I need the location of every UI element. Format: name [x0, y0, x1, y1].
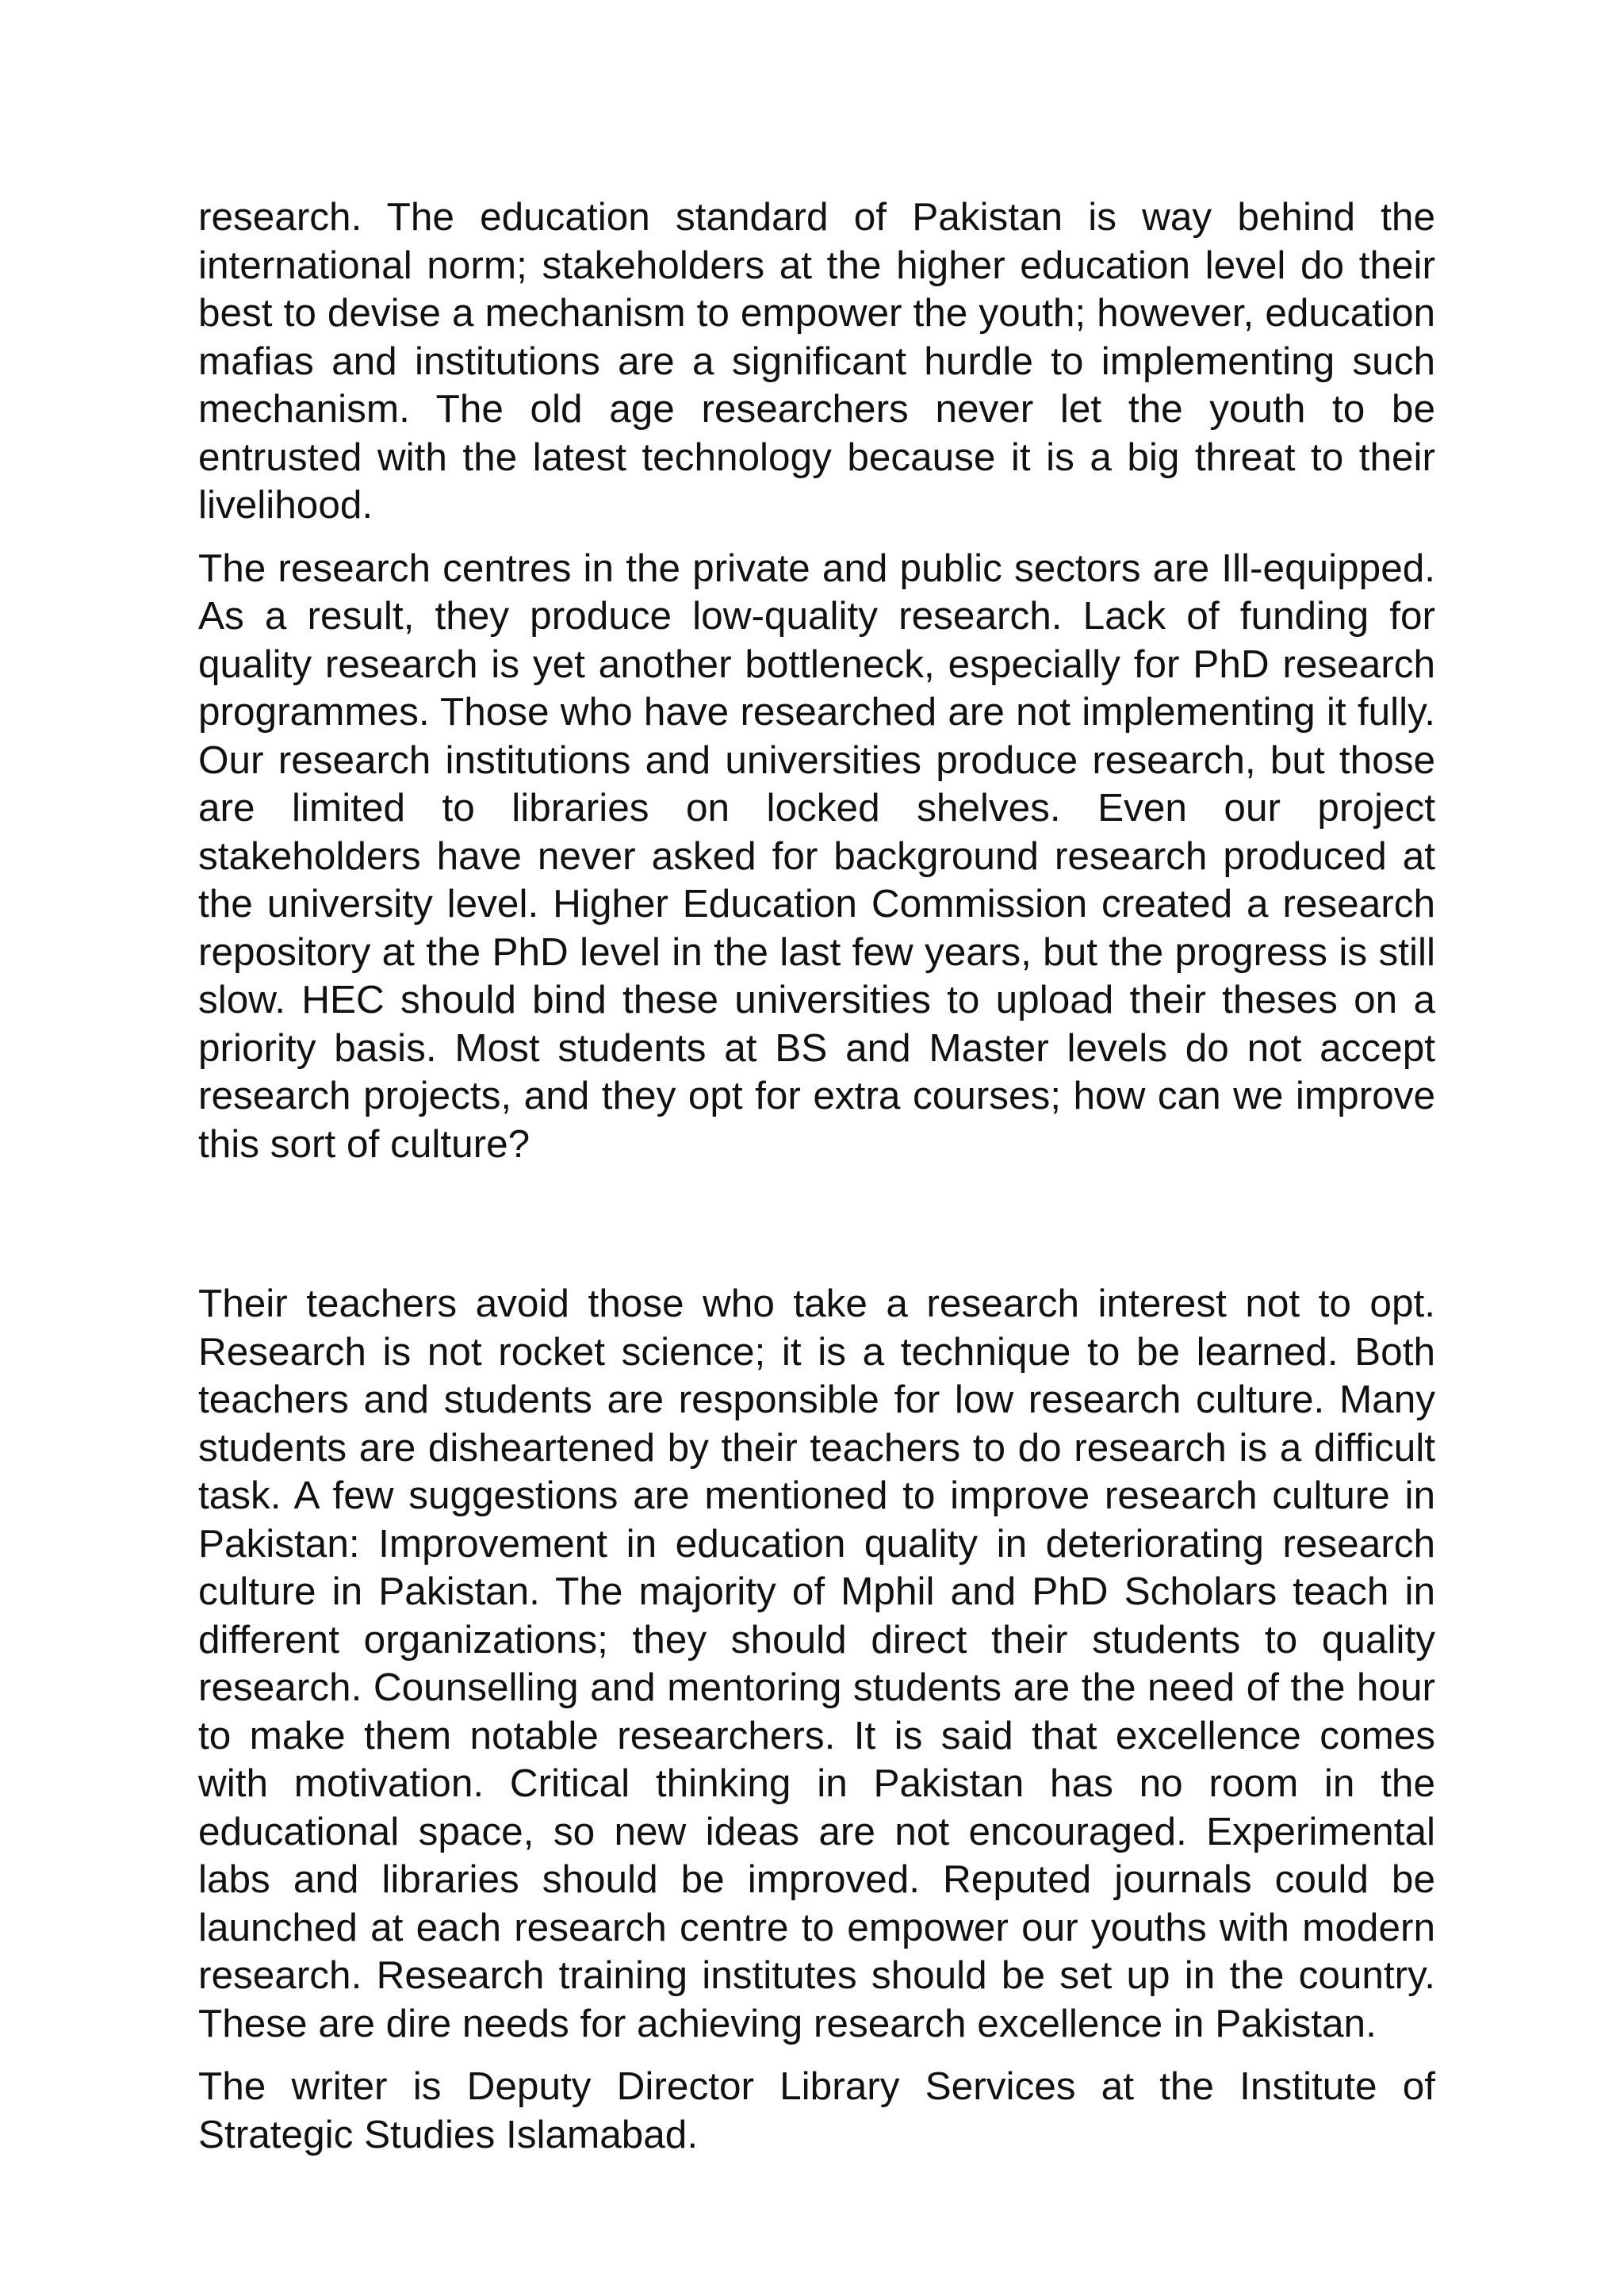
paragraph-suggestions: Their teachers avoid those who take a research interest not to opt. Research is not rocket science; it is a technique to be learned. Both teachers and students are responsible for low research culture. Many students are disheartened by their teachers to do research is a difficult task. A few suggestions are mentioned to improve research culture in Pakistan: Improvement in education quality in deteriorating research culture in Pakistan. The majority of Mphil and PhD Scholars teach in different organizations; they should direct their students to quality research. Counselling and mentoring students are the need of the hour to make them notable researchers. It is said that excellence comes with motivation. Critical thinking in Pakistan has no room in the educational space, so new ideas are not encouraged. Experimental labs and libraries should be improved. Reputed journals could be launched at each research centre to empower our youths with modern research. Research training institutes should be set up in the country. These are dire needs for achieving research excellence in Pakistan. [198, 1282, 1435, 2045]
author-note: The writer is Deputy Director Library Services at the Institute of Strategic Studies Islamabad. [198, 2064, 1435, 2156]
document-page [198, 194, 1435, 2159]
paragraph-research-standard: research. The education standard of Pakistan is way behind the international norm; stakeholders at the higher education level do their best to devise a mechanism to empower the youth; however, education mafias and institutions are a significant hurdle to implementing such mechanism. The old age researchers never let the youth to be entrusted with the latest technology because it is a big threat to their livelihood. [198, 195, 1435, 527]
paragraph-research-centres: The research centres in the private and public sectors are Ill-equipped. As a result, they produce low-quality research. Lack of funding for quality research is yet another bottleneck, especially for PhD research programmes. Those who have researched are not implementing it fully. Our research institutions and universities produce research, but those are limited to libraries on locked shelves. Even our project stakeholders have never asked for background research produced at the university level. Higher Education Commission created a research repository at the PhD level in the last few years, but the progress is still slow. HEC should bind these universities to upload their theses on a priority basis. Most students at BS and Master levels do not accept research projects, and they opt for extra courses; how can we improve this sort of culture? [198, 546, 1435, 1166]
